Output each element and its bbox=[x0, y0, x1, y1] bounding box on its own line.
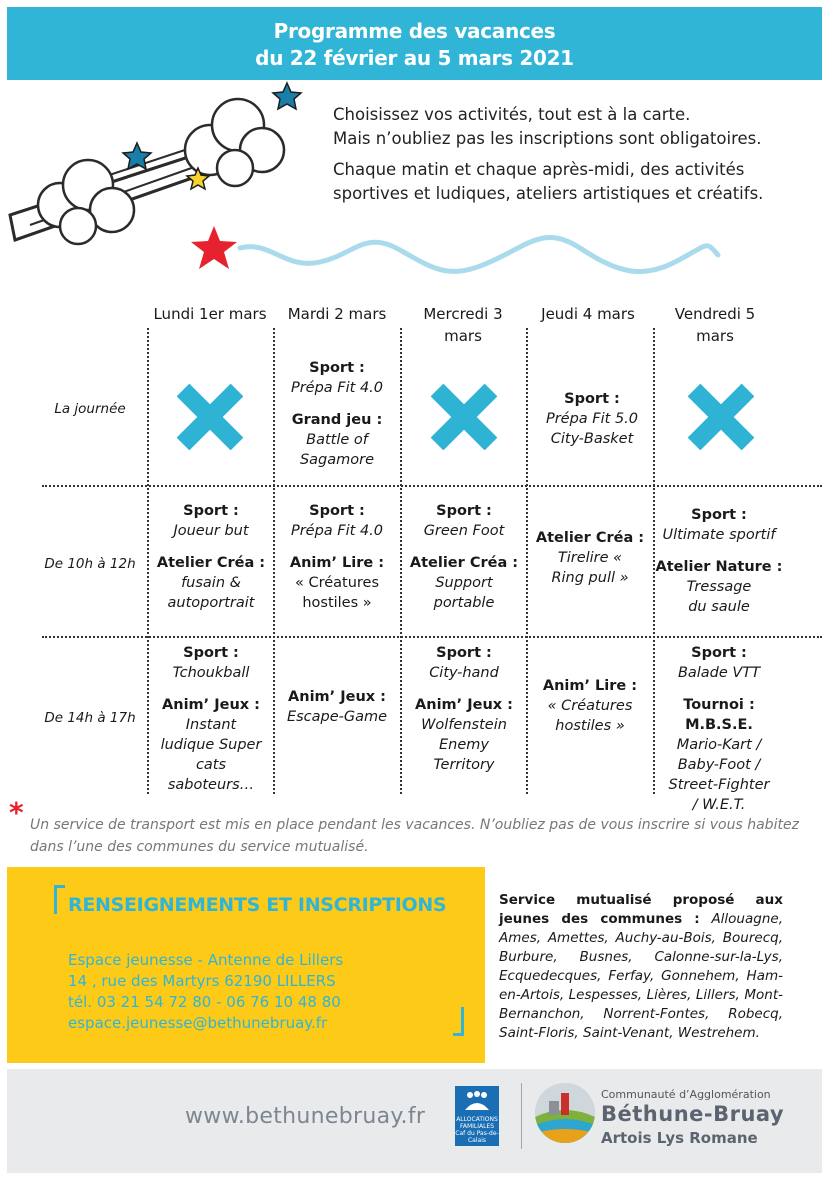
activity-type: Anim’ Lire : bbox=[289, 555, 385, 571]
activity-name: City-hand bbox=[429, 665, 499, 681]
agglo-subtitle: Communauté d’Agglomération bbox=[601, 1088, 771, 1101]
agglo-tagline: Artois Lys Romane bbox=[601, 1129, 758, 1147]
activity-type: Sport : bbox=[309, 503, 365, 519]
contact-line: Espace jeunesse - Antenne de Lillers bbox=[68, 951, 344, 969]
activity-type: Grand jeu : bbox=[291, 412, 383, 428]
activity-type: Sport : bbox=[183, 645, 239, 661]
activity-name: Instant ludique Super cats saboteurs… bbox=[160, 717, 262, 793]
cell-apresmidi-vendredi bbox=[654, 643, 784, 815]
caf-label: Caf du Pas-de-Calais bbox=[455, 1130, 499, 1144]
activity-type: Sport : bbox=[436, 503, 492, 519]
activity-name: Prépa Fit 4.0 bbox=[290, 380, 384, 396]
header-title: Programme des vacances bbox=[273, 19, 556, 43]
activity-type: Sport : bbox=[309, 360, 365, 376]
cell-matin-lundi bbox=[148, 501, 274, 613]
wavy-trail bbox=[240, 237, 718, 271]
activity-name: « Créatures hostiles » bbox=[547, 698, 633, 734]
activity-type: Sport : bbox=[691, 507, 747, 523]
header-dates: du 22 février au 5 mars 2021 bbox=[255, 46, 574, 70]
closed-x-icon bbox=[177, 384, 243, 450]
website-link[interactable]: www.bethunebruay.fr bbox=[185, 1104, 426, 1129]
cell-matin-vendredi bbox=[654, 505, 784, 617]
agglo-name: Béthune-Bruay bbox=[601, 1102, 785, 1126]
activity-type: Anim’ Jeux : bbox=[288, 689, 386, 705]
family-icon bbox=[462, 1090, 492, 1112]
activity-name: Prépa Fit 5.0 bbox=[545, 411, 639, 427]
activity-name: Tressage du saule bbox=[686, 579, 752, 615]
agglo-logo-icon bbox=[535, 1083, 595, 1143]
cell-apresmidi-mardi bbox=[274, 687, 400, 727]
closed-x-icon bbox=[431, 384, 497, 450]
activity-type: Anim’ Lire : bbox=[542, 678, 638, 694]
contact-box bbox=[7, 867, 485, 1063]
activity-name: Wolfenstein Enemy Territory bbox=[421, 717, 507, 773]
activity-type: Sport : bbox=[183, 503, 239, 519]
transport-note: Un service de transport est mis en place pendant les vacances. N’oubliez pas de vous inscrire si vous habitez dans l’une des communes du service mutualisé. bbox=[30, 817, 799, 855]
corner-bracket-icon bbox=[453, 1007, 464, 1036]
intro-text bbox=[333, 103, 793, 213]
activity-name: Escape-Game bbox=[286, 709, 388, 725]
contact-email[interactable]: espace.jeunesse@bethunebruay.fr bbox=[68, 1014, 328, 1032]
cell-apresmidi-jeudi bbox=[527, 676, 653, 736]
contact-title: RENSEIGNEMENTS ET INSCRIPTIONS bbox=[68, 894, 447, 916]
closed-x-icon bbox=[688, 384, 754, 450]
contact-line: 14 , rue des Martyrs 62190 LILLERS bbox=[68, 972, 336, 990]
row-label-matin: De 10h à 12h bbox=[44, 556, 136, 572]
red-star-icon bbox=[191, 226, 237, 269]
row-divider bbox=[42, 636, 822, 638]
cell-apresmidi-mercredi bbox=[401, 643, 527, 775]
activity-type: Sport : bbox=[691, 645, 747, 661]
column-header-lundi: Lundi 1er mars bbox=[153, 305, 267, 323]
activity-name: City-Basket bbox=[550, 431, 634, 447]
activity-name: Balade VTT bbox=[677, 665, 761, 681]
intro-line-2: Mais n’oubliez pas les inscriptions sont obligatoires. bbox=[333, 129, 762, 148]
column-header-vendredi: Vendredi 5 mars bbox=[674, 305, 756, 345]
activity-type: Anim’ Jeux : bbox=[162, 697, 260, 713]
caf-logo bbox=[455, 1086, 499, 1146]
activity-name: Green Foot bbox=[423, 523, 505, 539]
column-header-mercredi: Mercredi 3 mars bbox=[423, 305, 503, 345]
activity-type: Atelier Nature : bbox=[655, 559, 783, 575]
cell-apresmidi-lundi bbox=[148, 643, 274, 795]
cell-matin-jeudi bbox=[527, 528, 653, 588]
intro-line-1: Choisissez vos activités, tout est à la carte. bbox=[333, 105, 691, 124]
intro-paragraph-2: Chaque matin et chaque après-midi, des activités sportives et ludiques, ateliers artistiques et créatifs. bbox=[333, 160, 764, 203]
communes-list bbox=[499, 891, 783, 1043]
activity-name: Tirelire « Ring pull » bbox=[551, 550, 629, 586]
cell-journee-jeudi bbox=[529, 389, 655, 449]
activity-type: Anim’ Jeux : bbox=[415, 697, 513, 713]
activity-name: Prépa Fit 4.0 bbox=[290, 523, 384, 539]
activity-name: « Créatures hostiles » bbox=[294, 575, 380, 611]
footer bbox=[7, 1069, 822, 1173]
activity-type: Atelier Créa : bbox=[409, 555, 519, 571]
activity-name: Support portable bbox=[433, 575, 495, 611]
activity-type: Sport : bbox=[436, 645, 492, 661]
activity-name: Tchoukball bbox=[172, 665, 250, 681]
asterisk-icon: * bbox=[9, 796, 24, 829]
row-label-apresmidi: De 14h à 17h bbox=[44, 710, 136, 726]
communes-names: Allouagne, Ames, Amettes, Auchy-au-Bois, Bourecq, Burbure, Busnes, Calonne-sur-la-Lys, Ecquedecques, Ferfay, Gonnehem, Ham-en-Artois, Lespesses, Lières, Lillers, Mont-Bernanchon, Norrent-Fontes, Robecq, Saint-Floris, Saint-Venant, Westrehem. bbox=[499, 911, 783, 1041]
activity-name: fusain & autoportrait bbox=[167, 575, 255, 611]
activity-type: Tournoi : M.B.S.E. bbox=[683, 697, 755, 733]
page-header bbox=[7, 7, 822, 80]
corner-bracket-icon bbox=[54, 885, 65, 914]
cell-matin-mercredi bbox=[401, 501, 527, 613]
activity-type: Atelier Créa : bbox=[156, 555, 266, 571]
activity-name: Mario-Kart / Baby-Foot / Street-Fighter / W.E.T. bbox=[668, 737, 770, 813]
row-label-journee: La journée bbox=[54, 401, 126, 417]
activity-type: Sport : bbox=[564, 391, 620, 407]
activity-name: Battle of Sagamore bbox=[299, 432, 375, 468]
communes-lead: Service mutualisé proposé aux jeunes des communes : bbox=[499, 892, 783, 927]
cell-journee-mardi bbox=[274, 358, 400, 470]
caf-top-text: ALLOCATIONS FAMILIALES bbox=[456, 1116, 498, 1130]
column-header-mardi: Mardi 2 mars bbox=[287, 305, 387, 323]
footer-divider bbox=[521, 1083, 522, 1149]
cell-matin-mardi bbox=[274, 501, 400, 613]
activity-name: Ultimate sportif bbox=[662, 527, 776, 543]
blue-star-icon bbox=[273, 83, 301, 109]
activity-type: Atelier Créa : bbox=[535, 530, 645, 546]
column-header-jeudi: Jeudi 4 mars bbox=[541, 305, 635, 323]
row-divider bbox=[42, 485, 822, 487]
intro-paragraph-1 bbox=[333, 103, 793, 151]
contact-address bbox=[68, 950, 343, 1034]
contact-phone: tél. 03 21 54 72 80 - 06 76 10 48 80 bbox=[68, 993, 341, 1011]
activity-name: Joueur but bbox=[173, 523, 249, 539]
